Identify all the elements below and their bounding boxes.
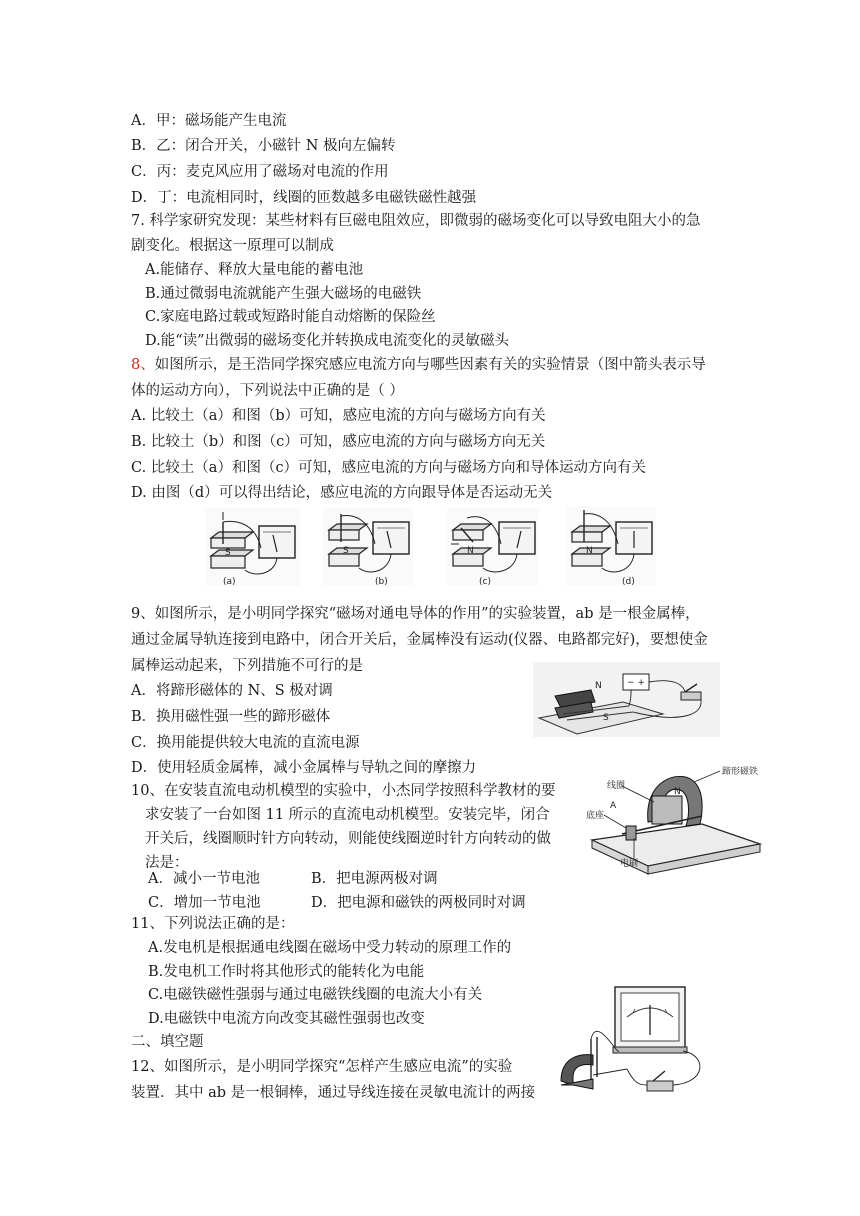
q8-figure-b bbox=[323, 508, 413, 586]
q9-option-d: D．使用轻质金属棒，减小金属棒与导轨之间的摩擦力 bbox=[131, 760, 477, 776]
q7-option-c: C.家庭电路过载或短路时能自动熔断的保险丝 bbox=[145, 309, 436, 325]
q12-figure-galvanometer bbox=[557, 985, 727, 1105]
q8-figure-c-magnet-label: N bbox=[467, 546, 474, 556]
q10-figure-brush-label: 电刷 bbox=[620, 859, 639, 869]
q8-option-a: A. 比较土（a）和图（b）可知，感应电流的方向与磁场方向有关 bbox=[131, 408, 546, 424]
q11-option-a: A.发电机是根据通电线圈在磁场中受力转动的原理工作的 bbox=[148, 940, 512, 956]
q8-stem-text: 如图所示，是王浩同学探究感应电流方向与哪些因素有关的实验情景（图中箭头表示导 bbox=[154, 357, 706, 373]
q9-option-b: B．换用磁性强一些的蹄形磁体 bbox=[131, 709, 331, 725]
q10-option-d: D．把电源和磁铁的两极同时对调 bbox=[311, 895, 526, 911]
q10-figure-base-label: 底座 bbox=[586, 811, 605, 821]
q10-figure-n-label: N bbox=[674, 787, 681, 797]
q8-number: 8、 bbox=[131, 357, 155, 373]
q10-stem-line2: 求安装了一台如图 11 所示的直流电动机模型。安装完毕，闭合 bbox=[145, 807, 550, 823]
q9-option-a: A．将蹄形磁体的 N、S 极对调 bbox=[131, 683, 333, 699]
q10-figure-magnet-label: 蹄形磁铁 bbox=[722, 767, 759, 777]
q10-stem-line3: 开关后，线圈顺时针方向转动，则能使线圈逆时针方向转动的做 bbox=[145, 831, 551, 847]
q8-figure-d bbox=[566, 506, 656, 586]
q8-figure-a-magnet-label: S bbox=[225, 548, 231, 558]
q9-option-c: C．换用能提供较大电流的直流电源 bbox=[131, 735, 360, 751]
q7-option-d: D.能“读”出微弱的磁场变化并转换成电流变化的灵敏磁头 bbox=[145, 333, 510, 349]
q11-option-c: C.电磁铁磁性强弱与通过电磁铁线圈的电流大小有关 bbox=[148, 987, 483, 1003]
q8-figure-c-label: (c) bbox=[479, 577, 491, 586]
q7-option-b: B.通过微弱电流就能产生强大磁场的电磁铁 bbox=[145, 286, 422, 302]
q9-figure-n-label: N bbox=[595, 681, 602, 691]
q8-figure-d-label: (d) bbox=[622, 577, 635, 586]
q11-option-d: D.电磁铁中电流方向改变其磁性强弱也改变 bbox=[148, 1011, 425, 1027]
q8-option-c: C. 比较土（a）和图（c）可知，感应电流的方向与磁场方向和导体运动方向有关 bbox=[131, 460, 647, 476]
q10-option-b: B．把电源两极对调 bbox=[311, 871, 438, 887]
q8-option-d: D. 由图（d）可以得出结论，感应电流的方向跟导体是否运动无关 bbox=[131, 485, 553, 501]
q10-figure-coil-label: 线圈 bbox=[607, 781, 626, 791]
q8-figure-d-magnet-label: N bbox=[586, 546, 593, 556]
q9-figure-s-label: S bbox=[603, 713, 609, 723]
q9-stem-line3: 属棒运动起来，下列措施不可行的是 bbox=[131, 658, 363, 674]
q10-stem-line1: 10、在安装直流电动机模型的实验中，小杰同学按照科学教材的要 bbox=[131, 783, 556, 799]
q8-figure-b-label: (b) bbox=[375, 577, 388, 586]
q6-option-a: A．甲：磁场能产生电流 bbox=[131, 113, 287, 129]
q8-stem-line1 bbox=[131, 355, 706, 375]
q10-option-c: C．增加一节电池 bbox=[148, 895, 261, 911]
q6-option-b: B．乙：闭合开关，小磁针 N 极向左偏转 bbox=[131, 138, 396, 154]
q10-figure-motor bbox=[582, 760, 772, 880]
q6-option-c: C．丙：麦克风应用了磁场对电流的作用 bbox=[131, 164, 389, 180]
q10-stem-line4: 法是： bbox=[145, 855, 189, 871]
q9-stem-line1: 9、如图所示，是小明同学探究“磁场对通电导体的作用”的实验装置，ab 是一根金属棒， bbox=[131, 606, 700, 622]
q11-stem: 11、下列说法正确的是： bbox=[131, 916, 295, 932]
q10-figure-a-label: A bbox=[610, 801, 617, 811]
q8-figure-c bbox=[447, 508, 539, 586]
q8-figure-a bbox=[205, 508, 300, 586]
q7-stem-line2: 剧变化。根据这一原理可以制成 bbox=[131, 238, 334, 254]
q6-option-d: D．丁：电流相同时，线圈的匝数越多电磁铁磁性越强 bbox=[131, 190, 477, 206]
q9-figure bbox=[533, 662, 720, 737]
q8-option-b: B. 比较土（b）和图（c）可知，感应电流的方向与磁场方向无关 bbox=[131, 434, 546, 450]
q8-figure-a-label: (a) bbox=[223, 577, 236, 586]
q12-stem-line2: 装置．其中 ab 是一根铜棒，通过导线连接在灵敏电流计的两接 bbox=[131, 1085, 536, 1101]
q8-figure-b-magnet-label: S bbox=[343, 546, 349, 556]
section-fill-in-blank-heading: 二、填空题 bbox=[131, 1034, 204, 1050]
q8-stem-line2: 体的运动方向），下列说法中正确的是（ ） bbox=[131, 383, 404, 399]
q7-option-a: A.能储存、释放大量电能的蓄电池 bbox=[145, 262, 364, 278]
q12-stem-line1: 12、如图所示，是小明同学探究“怎样产生感应电流”的实验 bbox=[131, 1059, 513, 1075]
q9-stem-line2: 通过金属导轨连接到电路中，闭合开关后，金属棒没有运动(仪器、电路都完好)，要想使金 bbox=[131, 632, 708, 648]
q7-stem-line1: 7. 科学家研究发现：某些材料有巨磁电阻效应，即微弱的磁场变化可以导致电阻大小的急 bbox=[131, 213, 701, 229]
q9-figure-battery-symbol: − + bbox=[627, 678, 645, 688]
q11-option-b: B.发电机工作时将其他形式的能转化为电能 bbox=[148, 964, 425, 980]
q10-option-a: A．减小一节电池 bbox=[148, 871, 260, 887]
